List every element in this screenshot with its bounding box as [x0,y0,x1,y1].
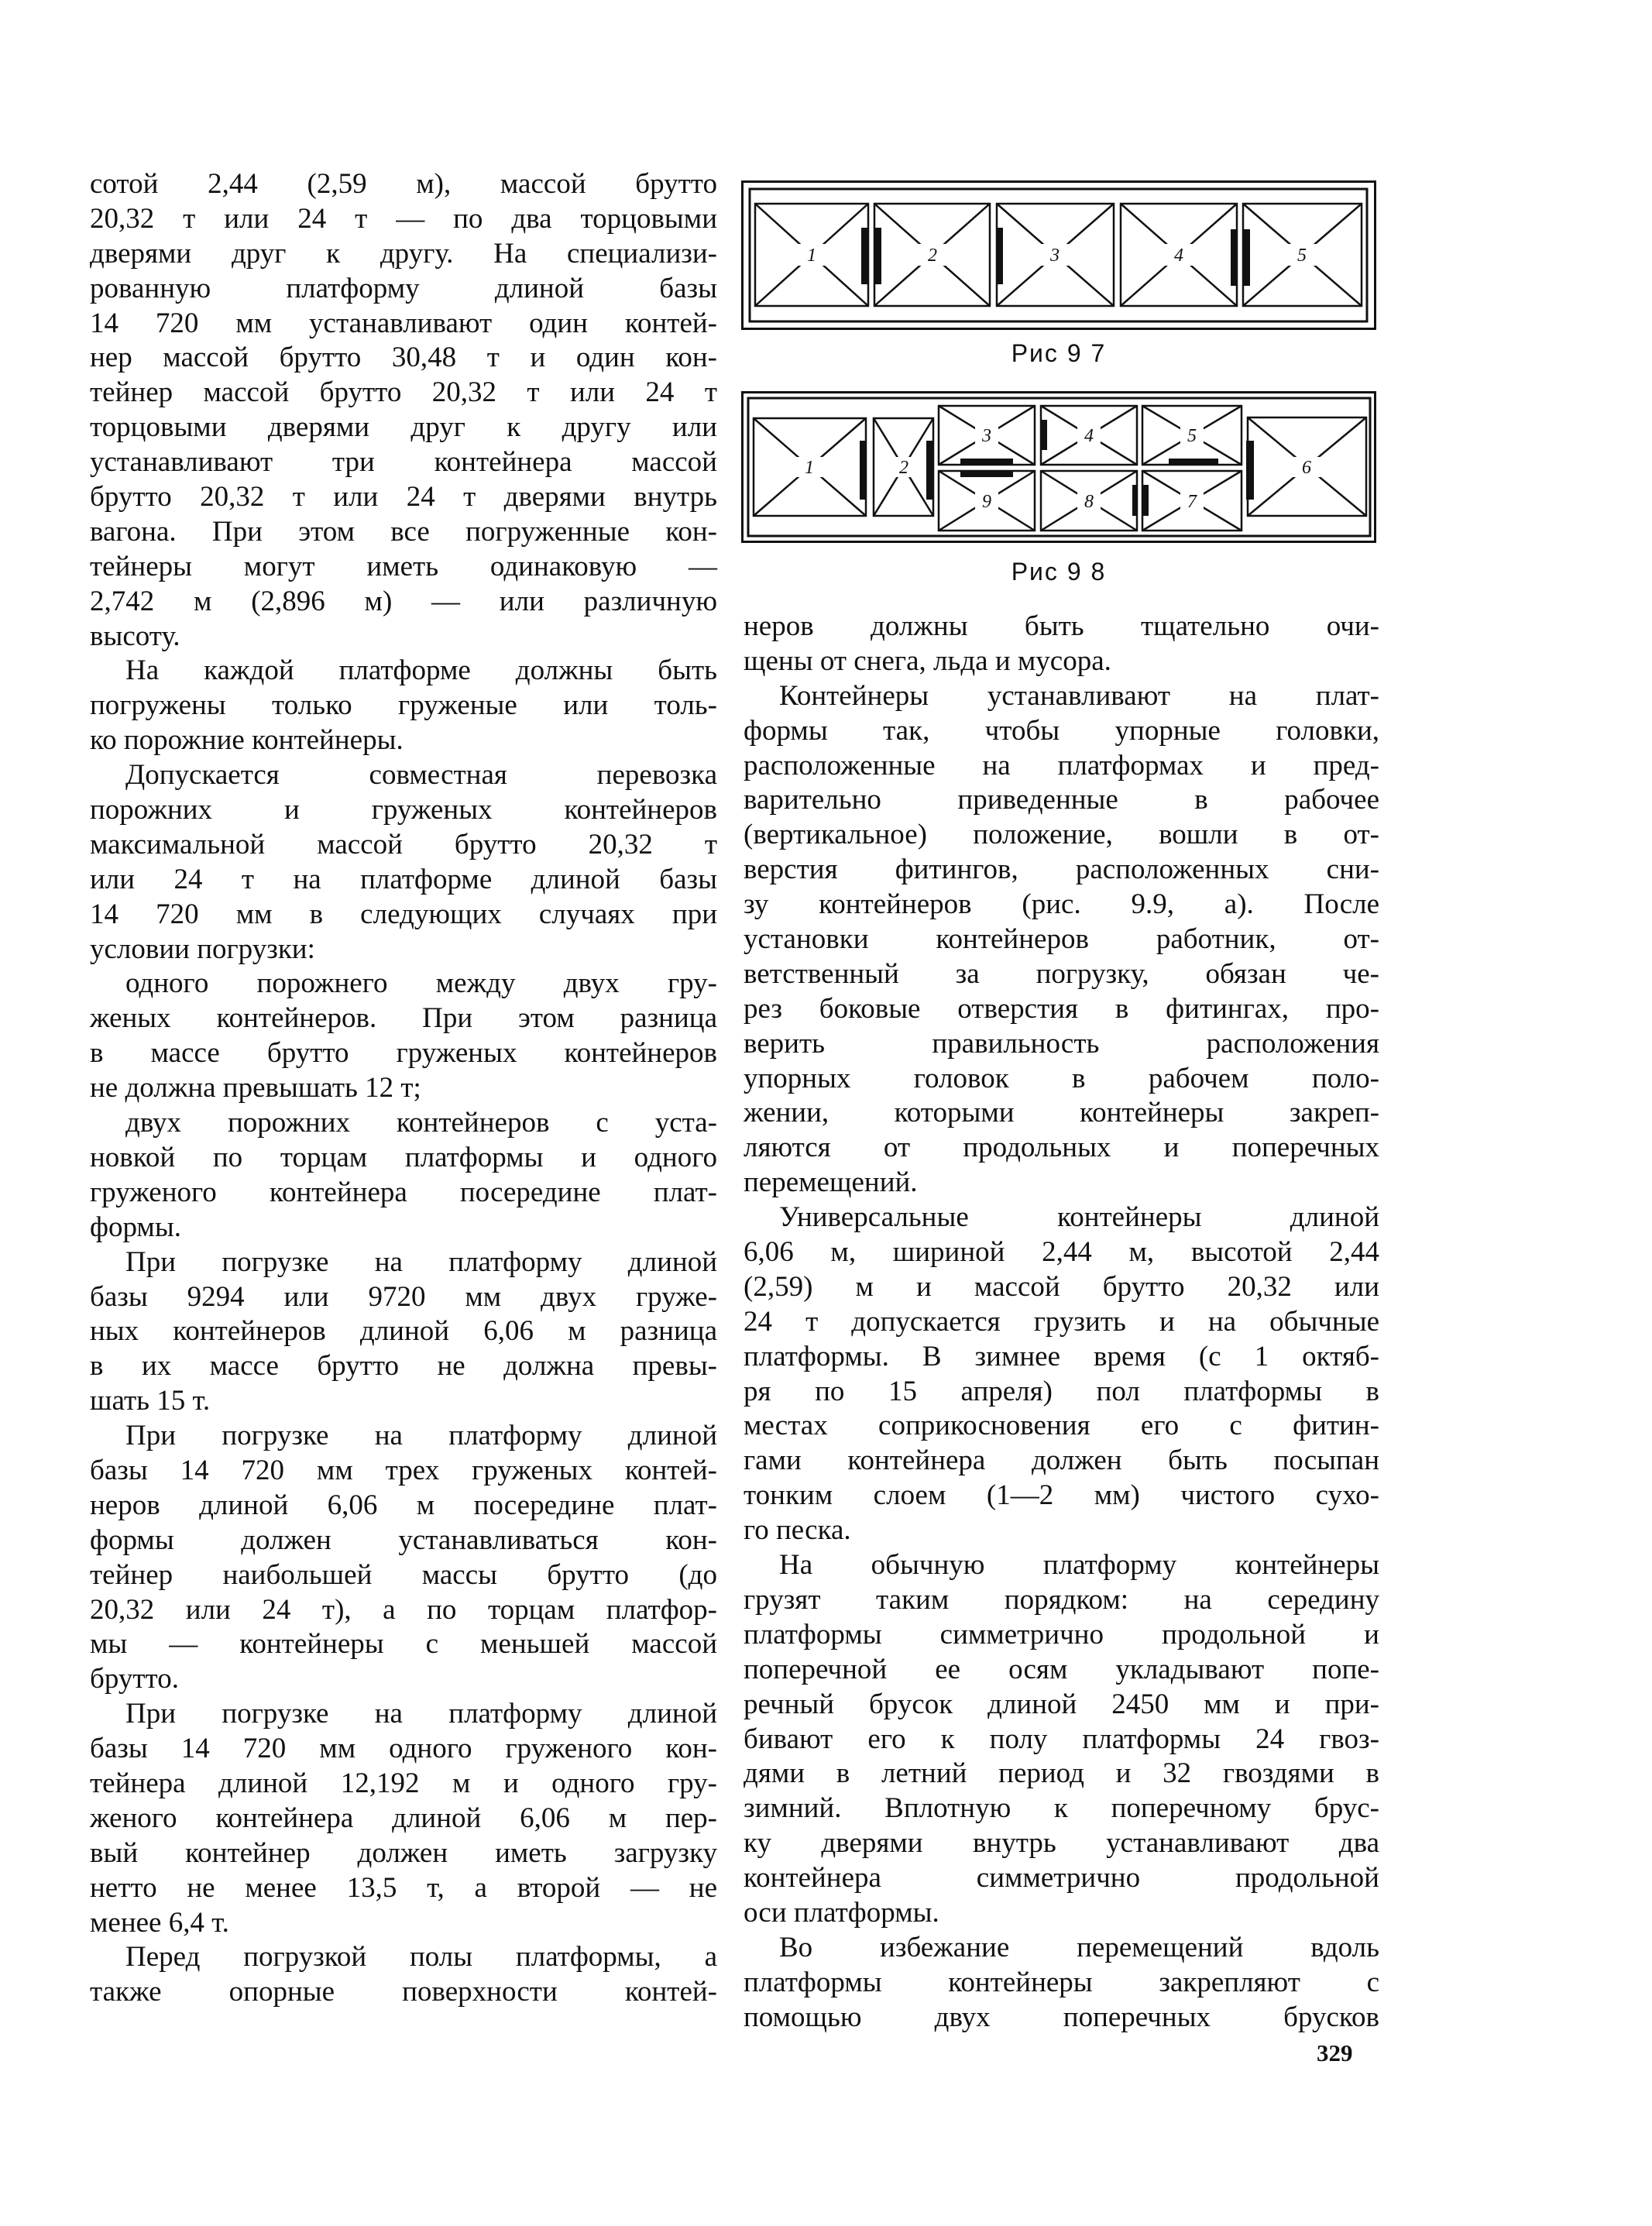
text-line: 14 720 мм в следующих случаях при [90,898,717,930]
text-line: 6,06 м, шириной 2,44 м, высотой 2,44 [744,1236,1379,1269]
paragraph [744,1201,1379,1548]
text-line: платформы контейнеры закрепляют с [744,1966,1379,1998]
text-line: сотой 2,44 (2,59 м), массой брутто [90,168,717,200]
text-line: базы 9294 или 9720 мм двух груже- [90,1280,717,1313]
text-line: дверями друг к другу. На специализи- [90,237,717,270]
text-line: установки контейнеров работник, от- [744,923,1379,956]
text-line: оси платформы. [744,1896,939,1929]
paragraph [90,1419,717,1697]
text-line: тейнера длиной 12,192 м и одного гру- [90,1767,717,1799]
container-label: 8 [1084,492,1094,512]
text-line: платформы симметрично продольной и [744,1618,1379,1651]
text-line: 24 т допускается грузить и на обычные [744,1305,1379,1338]
text-line: верстия фитингов, расположенных сни- [744,854,1379,886]
text-line: или 24 т на платформе длиной базы [90,863,717,895]
text-line: в их массе брутто не должна превы- [90,1350,717,1383]
paragraph [90,654,717,758]
figure-9-7-container-layout [741,180,1376,331]
text-line: погружены только груженые или толь- [90,689,717,722]
text-line: вый контейнер должен иметь загрузку [90,1836,717,1869]
container-label: 2 [928,246,937,266]
text-line: дями в летний период и 32 гвоздями в [744,1757,1379,1790]
text-line: новкой по торцам платформы и одного [90,1141,717,1173]
text-line: менее 6,4 т. [90,1906,229,1939]
text-line: платформы. В зимнее время (с 1 октяб- [744,1340,1379,1372]
text-line: ляются от продольных и поперечных [744,1132,1379,1164]
text-line: высоту. [90,620,180,652]
text-line: (2,59) м и массой брутто 20,32 или [744,1270,1379,1303]
text-line: ку дверями внутрь устанавливают два [744,1827,1379,1860]
text-line: ря по 15 апреля) пол платформы в [744,1375,1379,1407]
paragraph [90,1697,717,1940]
text-line: неров длиной 6,06 м посередине плат- [90,1489,717,1521]
text-line: расположенные на платформах и пред- [744,749,1379,782]
text-line: брутто 20,32 т или 24 т дверями внутрь [90,481,717,514]
paragraph [744,1931,1379,2035]
text-line: грузят таким порядком: на середину [744,1583,1379,1616]
text-line: женых контейнеров. При этом разница [90,1002,717,1035]
container-label: 4 [1174,246,1183,266]
text-line: формы должен устанавливаться кон- [90,1524,717,1556]
text-line: двух порожних контейнеров с уста- [125,1107,717,1139]
text-line: максимальной массой брутто 20,32 т [90,828,717,861]
text-line: одного порожнего между двух гру- [125,967,717,1000]
text-line: порожних и груженых контейнеров [90,794,717,826]
text-line: не должна превышать 12 т; [90,1072,421,1104]
text-line: Допускается совместная перевозка [125,759,717,792]
text-line: поперечной ее осям укладывают попе- [744,1653,1379,1685]
text-line: верить правильность расположения [744,1027,1379,1060]
text-line: также опорные поверхности контей- [90,1976,717,2008]
text-line: Контейнеры устанавливают на плат- [779,679,1379,712]
text-line: женого контейнера длиной 6,06 м пер- [90,1802,717,1834]
text-line: тонким слоем (1—2 мм) чистого сухо- [744,1479,1379,1512]
text-line: в массе брутто груженых контейнеров [90,1037,717,1070]
paragraph [90,758,717,967]
text-line: ных контейнеров длиной 6,06 м разница [90,1315,717,1348]
container-label: 9 [982,492,991,512]
figure-caption: Рис 9 8 [1011,558,1107,586]
text-line: рез боковые отверстия в фитингах, про- [744,992,1379,1025]
text-line: рованную платформу длиной базы [90,272,717,304]
containers [754,406,1366,531]
paragraph [744,679,1379,1201]
text-line: На каждой платформе должны быть [125,654,717,687]
text-line: базы 14 720 мм одного груженого кон- [90,1733,717,1765]
figure-caption: Рис 9 7 [1011,339,1107,367]
paragraph [90,1106,717,1245]
text-line: 20,32 или 24 т), а по торцам платфор- [90,1593,717,1626]
text-line: нер массой брутто 30,48 т и один кон- [90,342,717,374]
paragraph [90,1940,717,2010]
text-line: брутто. [90,1663,179,1695]
text-line: условии погрузки: [90,933,315,965]
container-label: 6 [1302,458,1311,478]
container-label: 7 [1187,492,1197,512]
text-line: ветственный за погрузку, обязан че- [744,957,1379,990]
figure-9-8-container-layout [741,391,1376,544]
text-line: тейнеры могут иметь одинаковую — [90,550,717,582]
text-line: варительно приведенные в рабочее [744,784,1379,816]
text-line: вагона. При этом все погруженные кон- [90,515,717,548]
text-line: помощью двух поперечных брусков [744,2001,1379,2033]
text-line: устанавливают три контейнера массой [90,446,717,479]
text-line: местах соприкосновения его с фитин- [744,1410,1379,1442]
text-line: неров должны быть тщательно очи- [744,610,1379,642]
container-label: 1 [805,458,814,478]
container-label: 3 [982,426,991,446]
container-label: 3 [1050,246,1060,266]
text-line: (вертикальное) положение, вошли в от- [744,819,1379,851]
left-text-column [90,167,717,2010]
container-label: 4 [1084,426,1094,446]
text-line: При погрузке на платформу длиной [125,1698,717,1730]
paragraph [90,967,717,1106]
text-line: базы 14 720 мм трех груженых контей- [90,1454,717,1486]
text-line: 20,32 т или 24 т — по два торцовыми [90,202,717,235]
container-label: 5 [1297,246,1307,266]
text-line: Перед погрузкой полы платформы, а [125,1941,717,1974]
text-line: груженого контейнера посередине плат- [90,1176,717,1208]
paragraph [90,167,717,654]
text-line: При погрузке на платформу длиной [125,1245,717,1278]
container-label: 5 [1187,426,1197,446]
paragraph [744,1548,1379,1931]
paragraph [90,1245,717,1419]
right-text-column [744,610,1379,2035]
text-line: 14 720 мм устанавливают один контей- [90,307,717,339]
text-line: зимний. Вплотную к поперечному брус- [744,1792,1379,1825]
page-number: 329 [1317,2039,1353,2066]
text-line: формы. [90,1211,181,1243]
text-line: щены от снега, льда и мусора. [744,644,1111,677]
text-line: формы так, чтобы упорные головки, [744,714,1379,747]
text-line: ко порожние контейнеры. [90,724,404,757]
container-label: 1 [807,246,816,266]
container-label: 2 [899,458,908,478]
text-line: тейнер массой брутто 20,32 т или 24 т [90,376,717,409]
text-line: речный брусок длиной 2450 мм и при- [744,1688,1379,1720]
text-line: контейнера симметрично продольной [744,1862,1379,1895]
text-line: бивают его к полу платформы 24 гвоз- [744,1723,1379,1755]
text-line: упорных головок в рабочем поло- [744,1062,1379,1094]
text-line: При погрузке на платформу длиной [125,1420,717,1452]
text-line: мы — контейнеры с меньшей массой [90,1628,717,1661]
text-line: перемещений. [744,1166,918,1199]
text-line: Во избежание перемещений вдоль [779,1931,1379,1963]
text-line: го песка. [744,1514,851,1547]
text-line: нетто не менее 13,5 т, а второй — не [90,1871,717,1904]
text-line: Универсальные контейнеры длиной [779,1201,1379,1234]
text-line: На обычную платформу контейнеры [779,1549,1379,1582]
text-line: гами контейнера должен быть посыпан [744,1444,1379,1477]
text-line: жении, которыми контейнеры закреп- [744,1097,1379,1129]
paragraph [744,610,1379,679]
text-line: шать 15 т. [90,1385,211,1417]
text-line: торцовыми дверями друг к другу или [90,411,717,444]
text-line: тейнер наибольшей массы брутто (до [90,1558,717,1591]
text-line: 2,742 м (2,896 м) — или различную [90,585,717,617]
text-line: зу контейнеров (рис. 9.9, а). После [744,888,1379,921]
